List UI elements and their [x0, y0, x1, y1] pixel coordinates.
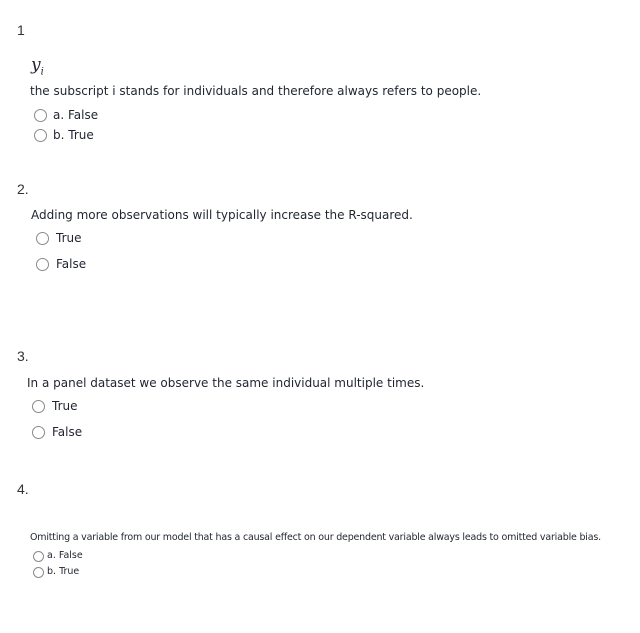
option-label[interactable]: False — [52, 425, 83, 439]
radio-b-true[interactable] — [33, 567, 44, 578]
option-label[interactable]: a. False — [47, 550, 83, 561]
radio-false[interactable] — [36, 258, 49, 271]
option-label[interactable]: a. False — [53, 108, 99, 122]
question-text: Omitting a variable from our model that has a causal effect on our dependent variable always leads to omitted variable bias. — [30, 532, 601, 543]
formula-var: y — [31, 55, 41, 75]
option-label[interactable]: True — [56, 231, 82, 245]
option-label[interactable]: True — [52, 399, 78, 413]
radio-true[interactable] — [32, 400, 45, 413]
radio-a-false[interactable] — [34, 109, 47, 122]
question-number: 3. — [17, 348, 29, 364]
question-number: 4. — [17, 481, 29, 497]
option-label[interactable]: b. True — [47, 566, 80, 577]
question-number: 2. — [17, 181, 29, 197]
radio-false[interactable] — [32, 426, 45, 439]
formula — [31, 57, 44, 77]
question-number: 1 — [17, 22, 25, 38]
question-text: In a panel dataset we observe the same individual multiple times. — [27, 376, 425, 390]
radio-b-true[interactable] — [34, 129, 47, 142]
question-text: the subscript i stands for individuals and therefore always refers to people. — [30, 84, 482, 98]
radio-true[interactable] — [36, 232, 49, 245]
option-label[interactable]: False — [56, 257, 87, 271]
question-text: Adding more observations will typically increase the R-squared. — [31, 208, 413, 222]
formula-subscript: i — [40, 66, 44, 78]
radio-a-false[interactable] — [33, 551, 44, 562]
option-label[interactable]: b. True — [53, 128, 94, 142]
